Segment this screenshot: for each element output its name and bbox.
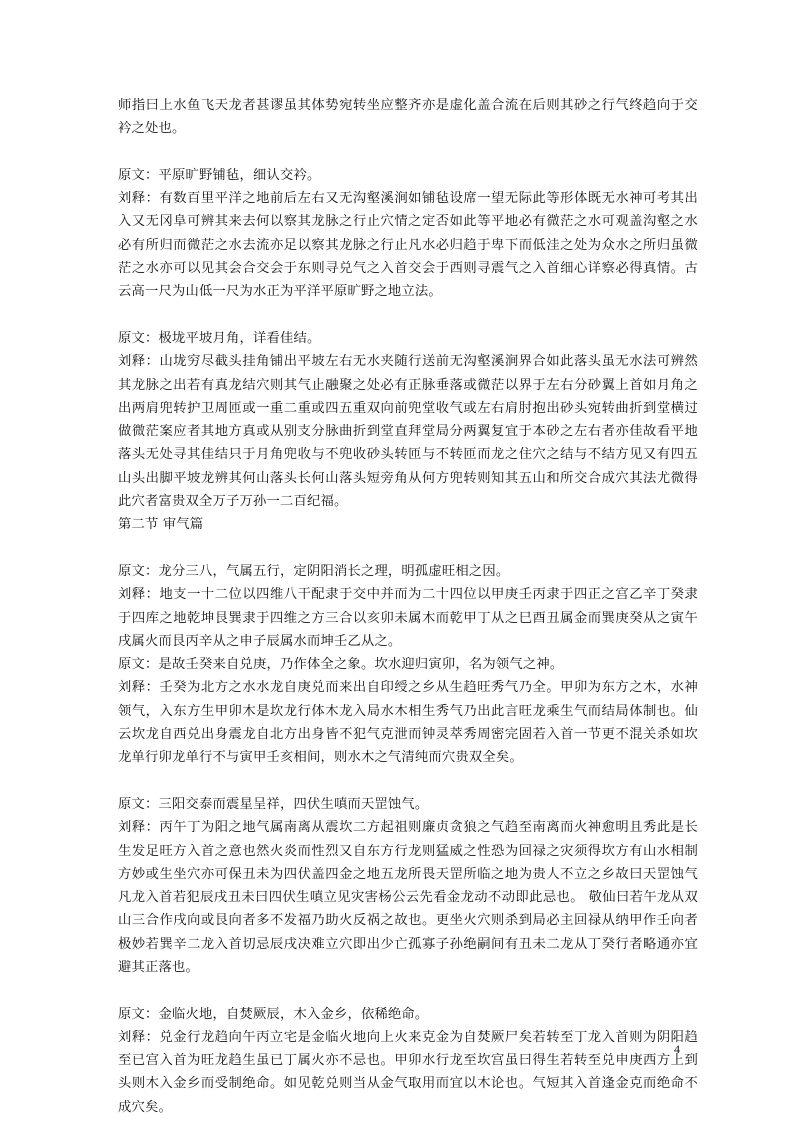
paragraph-commentary: 刘释：兑金行龙趋向午丙立宅是金临火地向上火来克金为自焚厥尸矣若转至丁龙入首则为阴阳趋至已宫入首为旺龙趋生虽已丁属火亦不忌也。甲卯水行龙至坎宫虽曰得生若转至兑申庚西方上到头则木入金乡而受制绝命。如见乾兑则当从金气取用而宜以木论也。气短其入首逢金克而绝命不成穴矣。	[118, 1029, 698, 1115]
page-number: 4	[674, 1042, 680, 1056]
paragraph-original-text: 原文：极垅平坡月角，详看佳结。	[118, 330, 321, 346]
paragraph-commentary: 刘释：壬癸为北方之水水龙自庚兑而来出自印绶之乡从生趋旺秀气乃全。甲卯为东方之木，水神领气，入东方生甲卯木是坎龙行体木龙入局水木相生秀气乃出此言旺龙乘生气而结局体制也。仙云坎龙自西兑出身震龙自北方出身皆不犯气克泄而钟灵萃秀周密完固若入首一节更不混关杀如坎龙单行卯龙单行不与寅甲壬亥相间，则水木之气清纯而穴贵双全矣。	[118, 680, 698, 766]
paragraph-original-text: 原文：金临火地，自焚厥辰，木入金乡，依稀绝命。	[118, 1006, 429, 1022]
paragraph-spacer	[118, 304, 698, 327]
paragraph-spacer	[118, 537, 698, 560]
paragraph-spacer	[118, 141, 698, 164]
paragraph-original-text: 原文：三阳交泰而震星呈祥，四伏生嗔而天罡蚀气。	[118, 796, 429, 812]
paragraph-intro: 师指曰上水鱼飞天龙者甚谬虽其体势宛转坐应整齐亦是虚化盖合流在后则其砂之行气终趋向于交衿之处也。	[118, 98, 698, 137]
paragraph-original-text: 原文：龙分三八，气属五行，定阴阳消长之理，明孤虚旺相之因。	[118, 563, 510, 579]
section-heading: 第二节 审气篇	[118, 517, 204, 533]
paragraph-original-text: 原文：是故壬癸来自兑庚，乃作体全之象。坎水迎归寅卯，名为领气之神。	[118, 657, 564, 673]
page-body	[118, 94, 698, 1119]
paragraph-commentary: 刘释：地支一十二位以四维八干配隶于交中并而为二十四位以甲庚壬丙隶于四正之宫乙辛丁癸隶于四库之地乾坤艮巽隶于四维之方三合以亥卯未属木而乾甲丁从之巳酉丑属金而巽庚癸从之寅午戌属火而艮丙辛从之申子辰属水而坤壬乙从之。	[118, 587, 698, 649]
paragraph-commentary: 刘释：山垅穷尽截头挂角铺出平坡左右无水夹随行送前无沟壑溪涧界合如此落头虽无水法可辨然其龙脉之出若有真龙结穴则其气止融聚之处必有正脉垂落或微茫以界于左右分砂翼上首如月角之出两肩兜转护卫周匝或一重二重或四五重双向前兜堂收气或左右肩肘抱出砂头宛转曲折到堂横过做微茫案应者其地方真或从别支分脉曲折到堂直拜堂局分两翼复宜于本砂之左右者亦佳故看平地落头无处寻其佳结只于月角兜收与不兜收砂头转匝与不转匝而龙之住穴之结与不结方见又有四五山头出脚平坡龙辨其何山落头长何山落头短旁角从何方兜转则知其五山和所交合成穴其法尤微得此穴者富贵双全万子万孙一二百纪福。	[118, 354, 698, 510]
paragraph-commentary: 刘释：有数百里平洋之地前后左右又无沟壑溪涧如铺毡设席一望无际此等形体既无水神可考其出入又无冈阜可辨其来去何以察其龙脉之行止穴情之定否如此等平地必有微茫之水可观盖沟壑之水必有所归而微茫之水去流亦足以察其龙脉之行止凡水必归趋于卑下而低洼之处为众水之所归虽微茫之水亦可以见其会合交会于东则寻兑气之入首交会于西则寻震气之入首细心详察必得真情。古云高一尺为山低一尺为水正为平洋平原旷野之地立法。	[118, 191, 698, 300]
paragraph-original-text: 原文：平原旷野铺毡，细认交衿。	[118, 167, 321, 183]
paragraph-commentary: 刘释：丙午丁为阳之地气属南离从震坎二方起祖则廉贞贪狼之气趋至南离而火神愈明且秀此是长生发足旺方入首之意也然火炎而性烈又自东方行龙则猛威之性恐为回禄之灾须得坎方有山水相制方妙或生坐穴亦可保丑未为四伏盖四金之地五龙所畏天罡所临之地为贵人不立之乡故曰天罡蚀气凡龙入首若犯辰戌丑未曰四伏生嗔立见灾害杨公云先看金龙动不动即此忌也。 敬仙曰若午龙从双山三合作戌向或艮向者多不发福乃助火反祸之故也。更坐火穴则杀到局必主回禄从纳甲作壬向者极妙若巽辛二龙入首切忌辰戌决难立穴即出少亡孤寡子孙绝嗣间有丑未二龙从丁癸行者略通亦宜避其正落也。	[118, 820, 698, 975]
paragraph-spacer	[118, 979, 698, 1002]
paragraph-spacer	[118, 770, 698, 793]
